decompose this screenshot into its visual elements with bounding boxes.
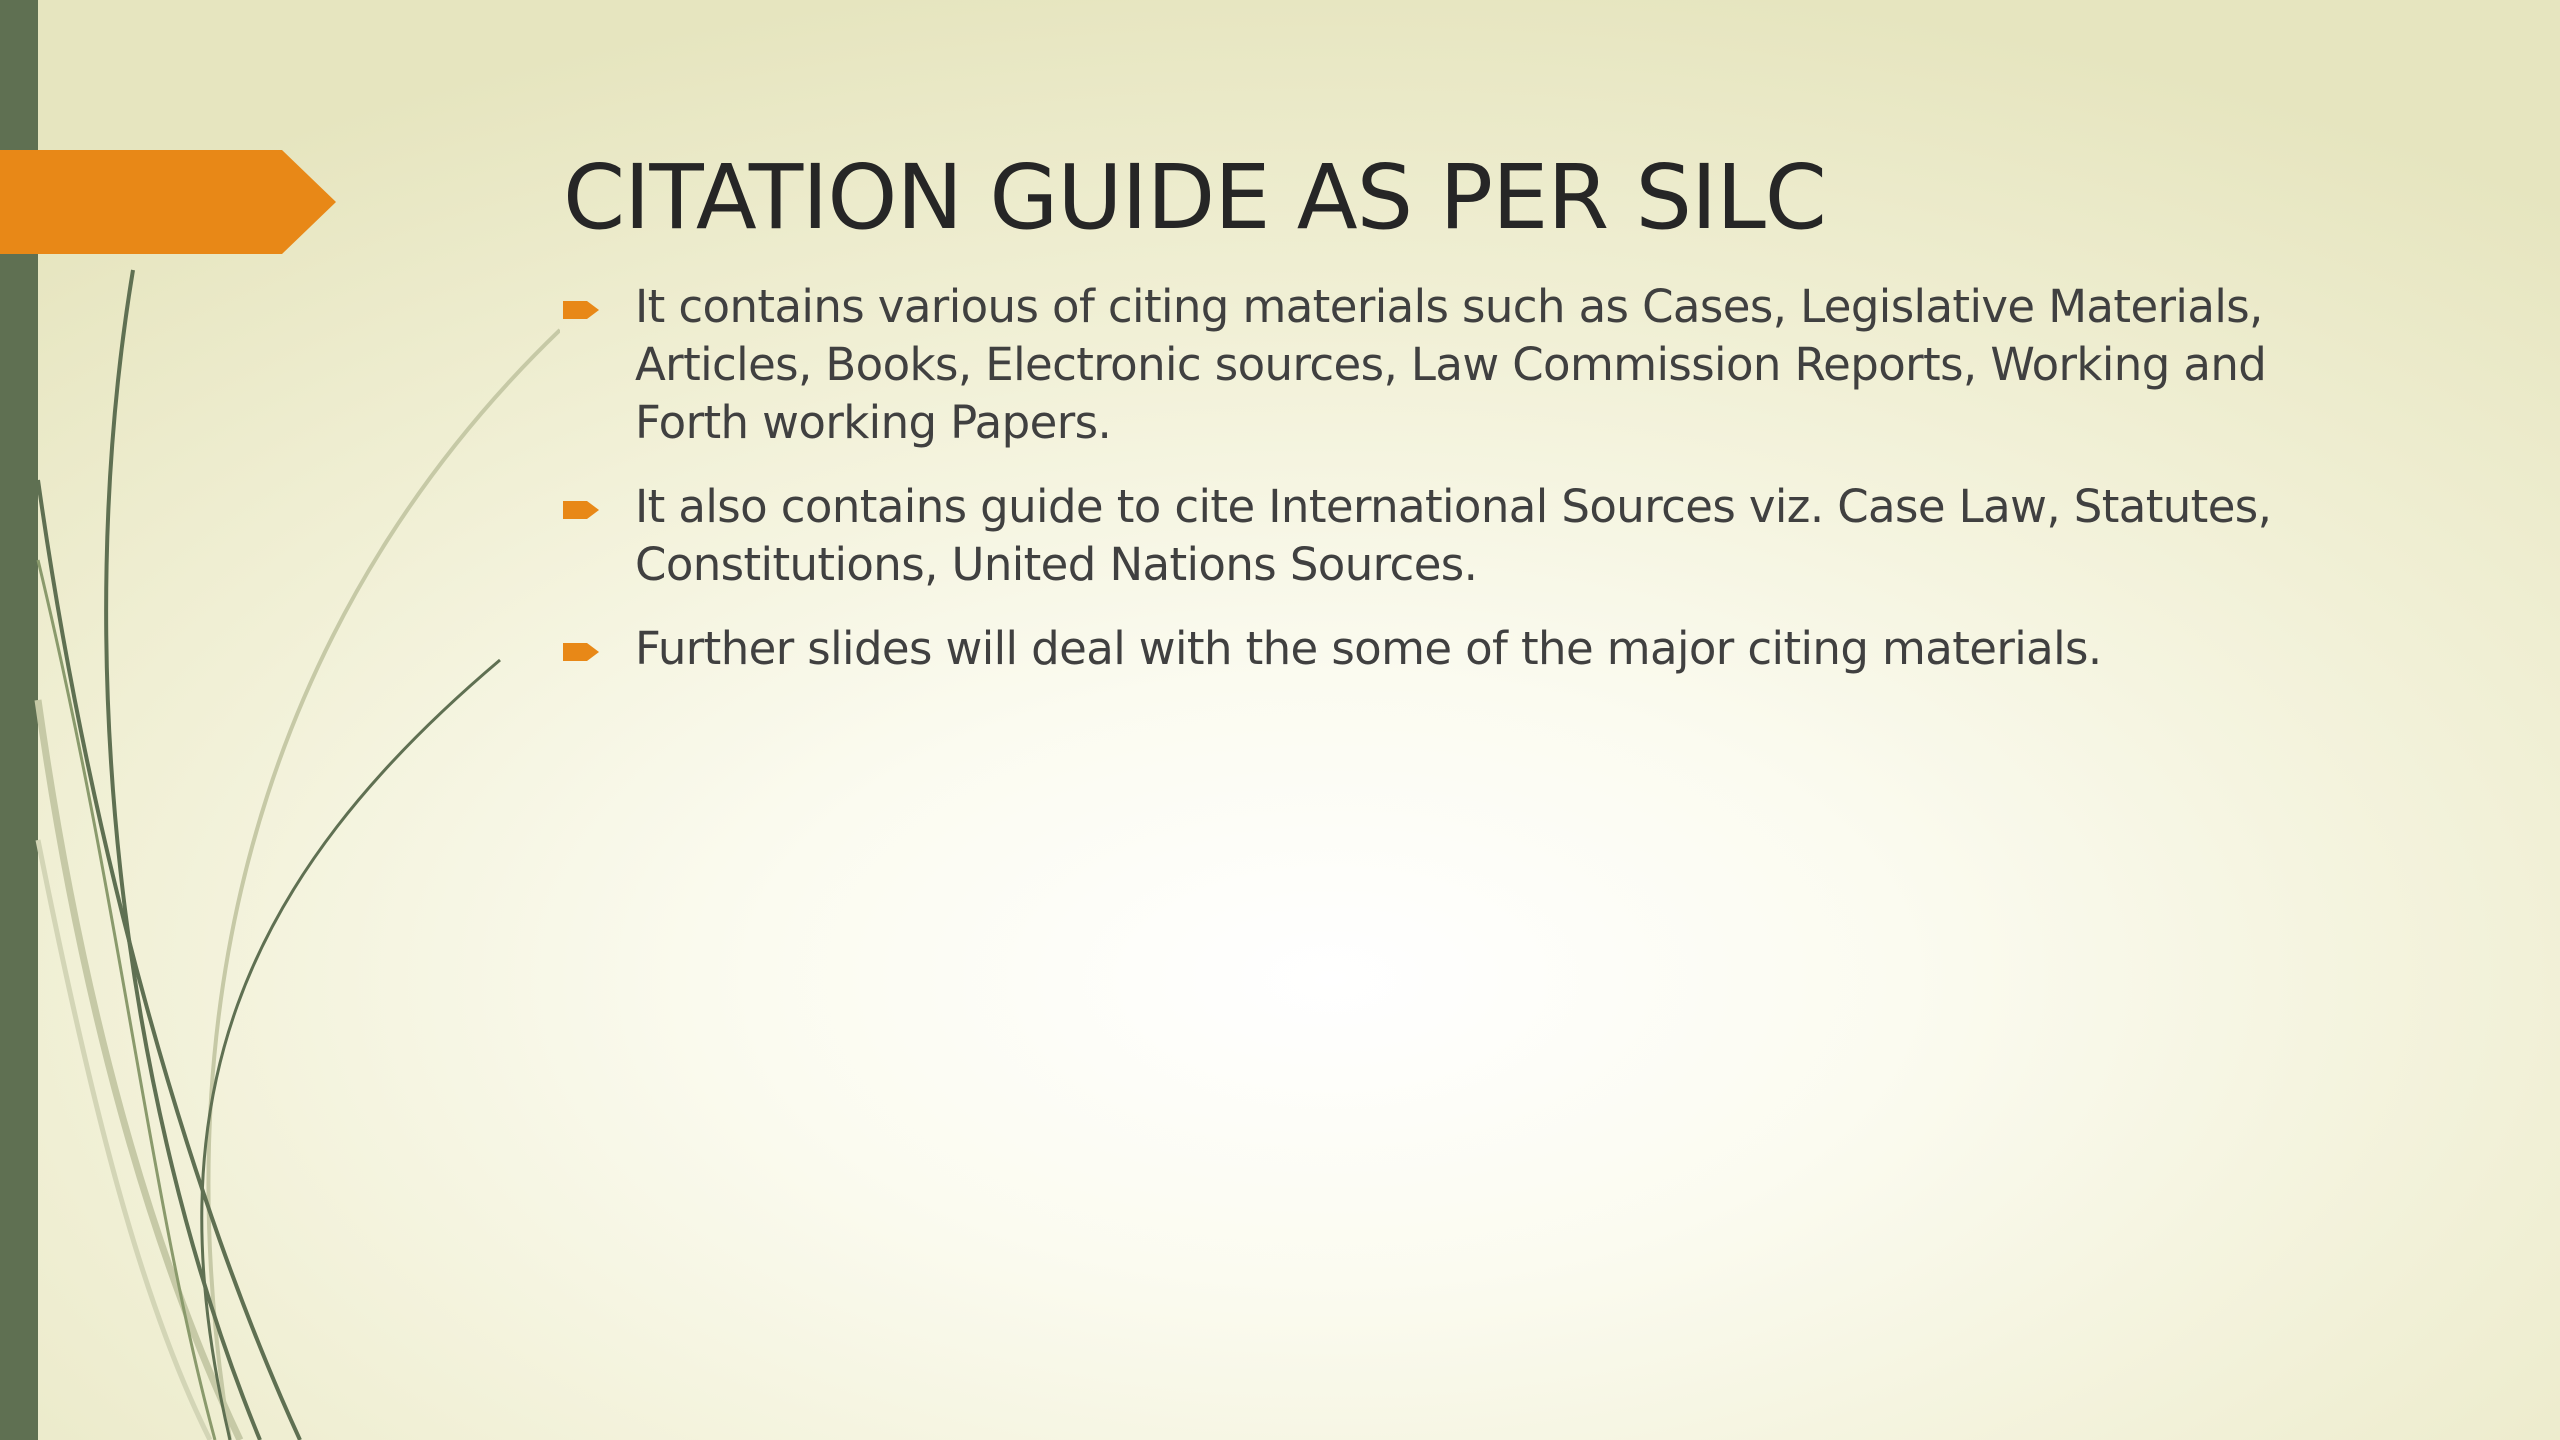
bullet-item	[563, 478, 2383, 594]
arrow-bullet-icon	[563, 640, 601, 664]
bullet-text: It also contains guide to cite International Sources viz. Case Law, Statutes, Constitutions, United Nations Sources.	[635, 480, 2272, 591]
arrow-bullet-icon	[563, 298, 601, 322]
bullet-text: Further slides will deal with the some of the major citing materials.	[635, 622, 2102, 675]
grass-curve-dark-3	[202, 660, 500, 1440]
bullet-item	[563, 278, 2383, 452]
bullet-list	[563, 278, 2383, 704]
grass-curve-light-1	[208, 330, 560, 1440]
pentagon-arrow-icon	[0, 150, 336, 254]
bullet-text: It contains various of citing materials such as Cases, Legislative Materials, Articles, Books, Electronic sources, Law Commission Reports, Working and Forth working Papers.	[635, 280, 2267, 449]
arrow-bullet-icon	[563, 498, 601, 522]
grass-curve-mid-1	[38, 560, 215, 1440]
grass-curve-dark-2	[38, 480, 300, 1440]
bullet-item	[563, 620, 2383, 678]
slide-title: CITATION GUIDE AS PER SILC	[563, 145, 1826, 249]
grass-curve-dark-1	[106, 270, 260, 1440]
